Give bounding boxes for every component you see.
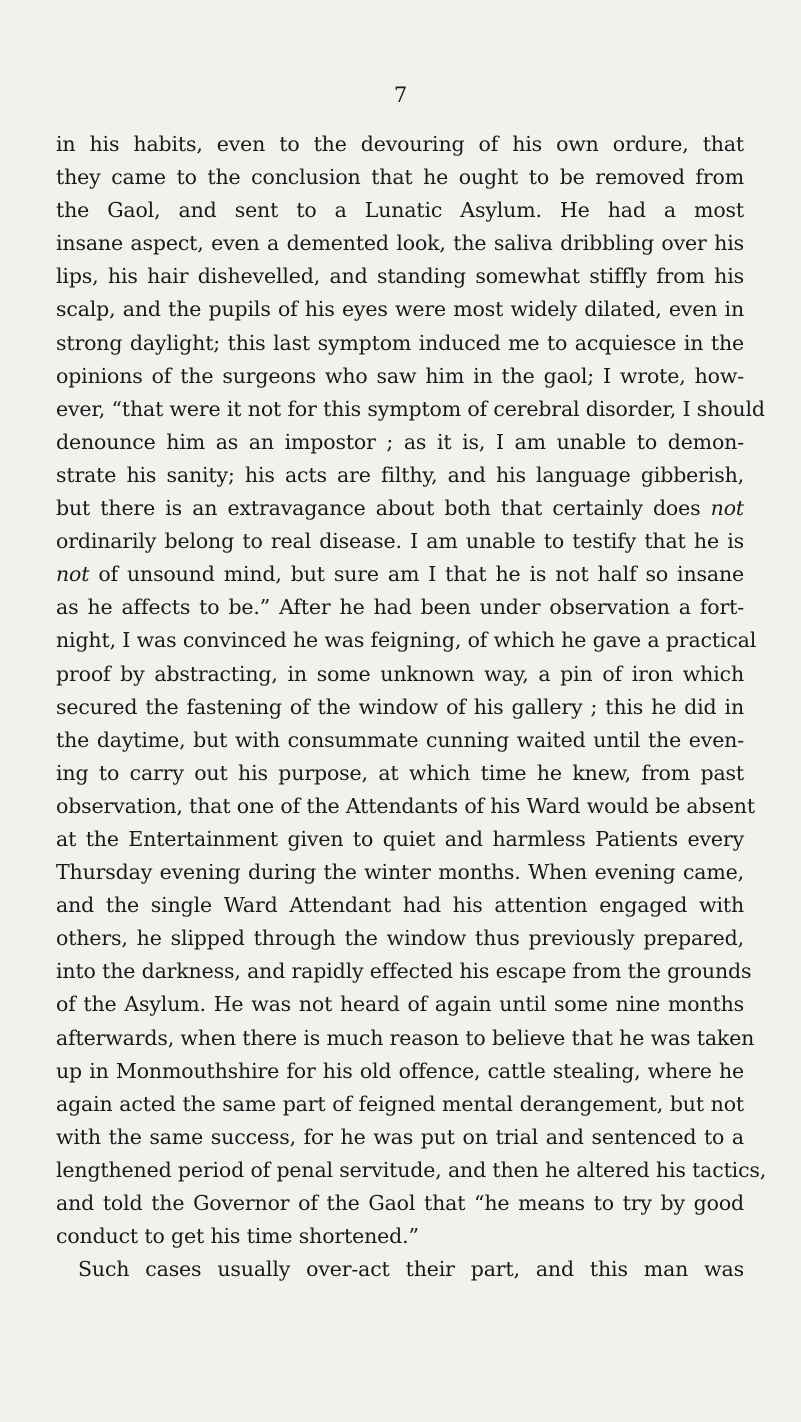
text-line-14-rest: of unsound mind, but sure am I that he is not half so insane bbox=[98, 562, 744, 587]
text-line-13: ordinarily belong to real disease. I am unable to testify that he is bbox=[56, 529, 744, 554]
text-line-8: opinions of the surgeons who saw him in the gaol; I wrote, how- bbox=[56, 363, 744, 388]
text-line-31: with the same success, for he was put on trial and sentenced to a bbox=[56, 1124, 744, 1149]
text-line-12 bbox=[56, 492, 744, 525]
text-line-30: again acted the same part of feigned mental derangement, but not bbox=[56, 1091, 744, 1116]
page-number: 7 bbox=[393, 83, 408, 107]
text-line-21: observation, that one of the Attendants of his Ward would be absent bbox=[56, 793, 755, 818]
text-line-14 bbox=[56, 558, 744, 591]
italic-not-1: not bbox=[710, 496, 744, 521]
text-line-34: conduct to get his time shortened.” bbox=[56, 1224, 419, 1249]
text-line-1: in his habits, even to the devouring of his own ordure, that bbox=[56, 132, 744, 156]
text-line-24: and the single Ward Attendant had his attention engaged with bbox=[56, 893, 744, 918]
text-line-35: Such cases usually over-act their part, and this man was bbox=[78, 1257, 744, 1282]
italic-not-2: not bbox=[56, 562, 90, 587]
text-line-33: and told the Governor of the Gaol that “he means to try by good bbox=[56, 1191, 744, 1215]
text-line-2: they came to the conclusion that he ought to be removed from bbox=[56, 165, 744, 190]
text-line-16: night, I was convinced he was feigning, of which he gave a practical bbox=[56, 628, 757, 653]
text-line-28: afterwards, when there is much reason to believe that he was taken bbox=[56, 1025, 755, 1050]
text-line-26: into the darkness, and rapidly effected his escape from the grounds bbox=[56, 959, 752, 984]
text-line-17: proof by abstracting, in some unknown way, a pin of iron which bbox=[56, 661, 744, 686]
text-line-5: lips, his hair dishevelled, and standing somewhat stiffly from his bbox=[56, 264, 744, 289]
text-line-27: of the Asylum. He was not heard of again until some nine months bbox=[56, 992, 744, 1017]
text-line-29: up in Monmouthshire for his old offence, cattle stealing, where he bbox=[56, 1058, 744, 1083]
text-line-20: ing to carry out his purpose, at which time he knew, from past bbox=[56, 760, 744, 785]
text-line-15: as he affects to be.” After he had been under observation a fort- bbox=[56, 595, 744, 620]
text-line-23: Thursday evening during the winter months. When evening came, bbox=[56, 860, 744, 885]
text-line-3: the Gaol, and sent to a Lunatic Asylum. He had a most bbox=[56, 198, 744, 223]
text-line-25: others, he slipped through the window thus previously prepared, bbox=[56, 926, 744, 951]
body-text bbox=[56, 128, 767, 1286]
text-line-22: at the Entertainment given to quiet and harmless Patients every bbox=[56, 826, 744, 851]
text-line-6: scalp, and the pupils of his eyes were most widely dilated, even in bbox=[56, 297, 744, 322]
text-line-12-lead: but there is an extravagance about both that certainly does bbox=[56, 496, 701, 521]
text-line-10: denounce him as an impostor ; as it is, I am unable to demon- bbox=[56, 429, 744, 454]
text-line-4: insane aspect, even a demented look, the saliva dribbling over his bbox=[56, 231, 744, 256]
text-line-19: the daytime, but with consummate cunning waited until the even- bbox=[56, 727, 744, 752]
text-line-11: strate his sanity; his acts are filthy, and his language gibberish, bbox=[56, 462, 744, 487]
text-line-7: strong daylight; this last symptom induced me to acquiesce in the bbox=[56, 330, 744, 355]
text-line-9: ever, “that were it not for this symptom of cerebral disorder, I should bbox=[56, 396, 765, 421]
text-line-18: secured the fastening of the window of his gallery ; this he did in bbox=[56, 694, 744, 719]
text-line-32: lengthened period of penal servitude, and then he altered his tactics, bbox=[56, 1157, 767, 1182]
